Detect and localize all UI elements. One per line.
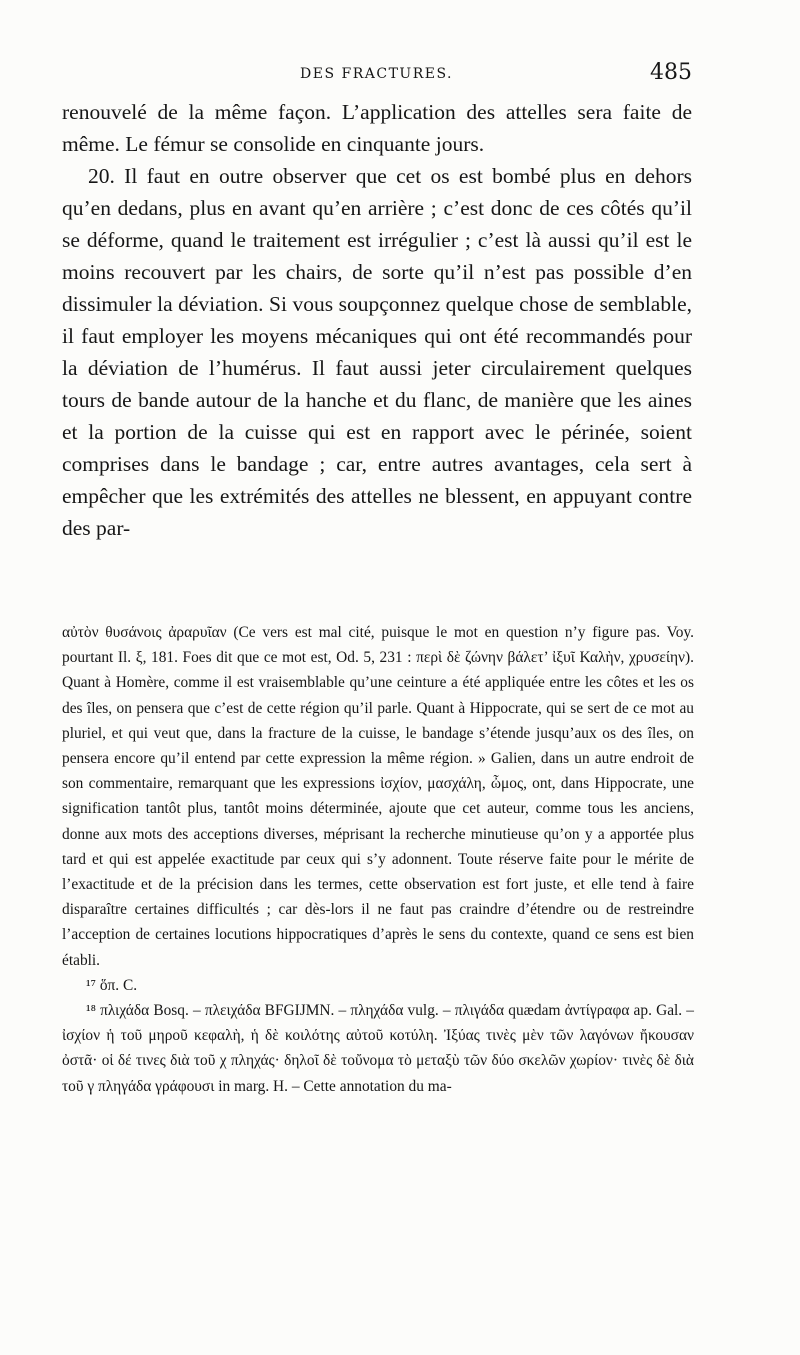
footnote-18: ¹⁸ πλιχάδα Bosq. – πλειχάδα BFGIJMN. – πληχάδα vulg. – πλιγάδα quædam ἀντίγραφα ap. Gal. – ἰσχίον ἡ τοῦ μηροῦ κεφαλὴ, ἡ δὲ κοιλότης αὐτοῦ κοτύλη. Ἰξύας τινὲς μὲν τῶν λαγόνων ἤκουσαν ὀστᾶ· οἱ δέ τινες διὰ τοῦ χ πληχάς· δηλοῖ δὲ τοὔνομα τὸ μεταξὺ τῶν δύο σκελῶν χωρίον· τινὲς δὲ διὰ τοῦ γ πληγάδα γράφουσι in marg. H. – Cette annotation du ma- (62, 1002, 694, 1095)
running-head (62, 60, 692, 90)
running-title: DES FRACTURES. (300, 66, 454, 82)
footnote-continuation: αὐτὸν θυσάνοις ἀραρυῖαν (Ce vers est mal cité, puisque le mot en question n’y figure pas. Voy. pourtant Il. ξ, 181. Foes dit que ce mot est, Od. 5, 231 : περὶ δὲ ζώνην βάλετ’ ἰξυῖ Καλὴν, χρυσείην). Quant à Homère, comme il est vraisemblable qu’une ceinture a été appliquée entre les côtes et les os des îles, on pensera que c’est de cette région qu’il parle. Quant à Hippocrate, qui se sert de ce mot au pluriel, et qui veut que, dans la fracture de la cuisse, le bandage s’étende jusqu’aux os des îles, on pensera encore qu’il entend par cette expression la même région. » Galien, dans un autre endroit de son commentaire, remarquant que les expressions ἰσχίον, μασχάλη, ὦμος, ont, dans Hippocrate, une signification tantôt plus, tantôt moins déterminée, ajoute que cet auteur, comme tous les anciens, donne aux mots des acceptions diverses, méprisant la recherche minutieuse qu’on y a apportée plus tard et qui est appelée exactitude par ceux qui s’y adonnent. Toute réserve faite pour le mérite de l’exactitude et de la précision dans les termes, cette observation est fort juste, et elle tend à faire disparaître certaines difficultés ; car dès-lors il ne faut pas craindre d’étendre ou de restreindre l’acception de certaines locutions hippocratiques d’après le sens du contexte, quand ce sens est bien établi. (62, 624, 694, 969)
page-number: 485 (650, 60, 692, 85)
main-text (62, 96, 692, 544)
footnote-17: ¹⁷ ὅπ. C. (86, 976, 138, 994)
paragraph-continuation: renouvelé de la même façon. L’application des attelles sera faite de même. Le fémur se consolide en cinquante jours. (62, 100, 692, 156)
paragraph-section-20: 20. Il faut en outre observer que cet os est bombé plus en dehors qu’en dedans, plus en avant qu’en arrière ; c’est donc de ces côtés qu’il se déforme, quand le traitement est irrégulier ; c’est là aussi qu’il est le moins recouvert par les chairs, de sorte qu’il n’est pas possible d’en dissimuler la déviation. Si vous soupçonnez quelque chose de semblable, il faut employer les moyens mécaniques qui ont été recommandés pour la déviation de l’humérus. Il faut aussi jeter circulairement quelques tours de bande autour de la hanche et du flanc, de manière que les aines et la portion de la cuisse qui est en rapport avec le périnée, soient comprises dans le bandage ; car, entre autres avantages, cela sert à empêcher que les extrémités des attelles ne blessent, en appuyant contre des par- (62, 164, 692, 540)
footnotes (62, 620, 694, 1099)
